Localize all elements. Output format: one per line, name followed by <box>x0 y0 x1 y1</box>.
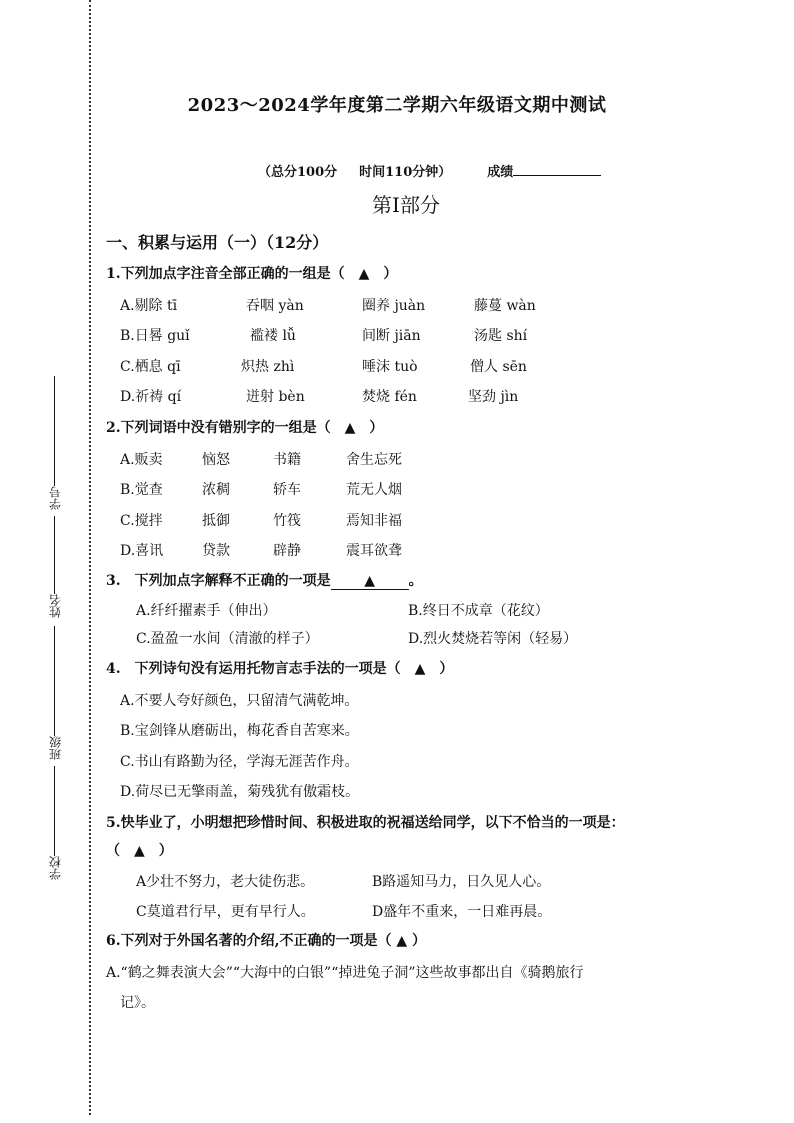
q1-option-a-4: 藤蔓 wàn <box>474 298 536 314</box>
q2-option-d-1: D.喜讯 <box>120 543 164 559</box>
total-score: （总分100分 <box>258 165 338 180</box>
q2-option-c-2: 抵御 <box>202 513 230 529</box>
q3-stem-text: 3. 下列加点字解释不正确的一项是 <box>106 573 331 589</box>
school-field[interactable] <box>30 766 80 880</box>
q2-option-a-2: 恼怒 <box>202 452 230 468</box>
q5-option-d: D盛年不重来，一日难再晨。 <box>372 904 552 920</box>
question-1-stem: 1.下列加点字注音全部正确的一组是（ ▲ ） <box>106 266 398 282</box>
q2-option-c-3: 竹筏 <box>273 513 301 529</box>
q5-option-b: B路遥知马力，日久见人心。 <box>372 874 551 890</box>
q1-option-c-2: 炽热 zhì <box>241 359 295 375</box>
q2-option-b-2: 浓稠 <box>202 482 230 498</box>
question-3-stem <box>106 570 423 590</box>
q1-option-d-4: 坚劲 jìn <box>468 389 519 405</box>
exam-info <box>258 161 601 180</box>
question-5-answer: （ ▲ ） <box>106 843 173 859</box>
q1-option-b-4: 汤匙 shí <box>474 328 528 344</box>
time-limit: 时间110分钟） <box>359 165 452 180</box>
q2-option-a-1: A.贩卖 <box>120 452 163 468</box>
q1-option-a-3: 圈养 juàn <box>362 298 426 314</box>
q2-option-b-4: 荒无人烟 <box>346 482 402 498</box>
student-name-line <box>55 516 56 594</box>
q1-option-a-2: 吞咽 yàn <box>246 298 304 314</box>
exam-title: 2023～2024学年度第二学期六年级语文期中测试 <box>187 95 607 116</box>
school-label: 学校 <box>48 856 63 880</box>
student-number-label: 学号 <box>48 486 63 510</box>
q5-option-a: A少壮不努力，老大徒伤悲。 <box>136 874 315 890</box>
q1-option-c-3: 唾沫 tuò <box>362 359 418 375</box>
q1-option-d-2: 迸射 bèn <box>246 389 305 405</box>
q3-option-d: D.烈火焚烧若等闲（轻易） <box>408 631 578 647</box>
q4-option-d: D.荷尽已无擎雨盖，菊残犹有傲霜枝。 <box>120 784 360 800</box>
student-name-label: 姓名 <box>48 594 63 618</box>
q2-option-a-3: 书籍 <box>273 452 301 468</box>
q1-option-d-1: D.祈祷 qí <box>120 389 182 405</box>
q3-answer-blank[interactable]: ▲ <box>331 573 409 590</box>
q3-option-c: C.盈盈一水间（清澈的样子） <box>136 631 319 647</box>
q4-option-b: B.宝剑锋从磨砺出，梅花香自苦寒来。 <box>120 723 359 739</box>
q2-option-d-3: 辟静 <box>273 543 301 559</box>
student-name-field[interactable] <box>30 516 80 618</box>
class-line <box>55 626 56 736</box>
part-heading: 第Ⅰ部分 <box>372 193 440 217</box>
score-label: 成绩 <box>487 165 514 180</box>
question-4-stem: 4. 下列诗句没有运用托物言志手法的一项是（ ▲ ） <box>106 661 454 677</box>
class-label: 班级 <box>48 736 63 760</box>
q1-option-a-1: A.剔除 tī <box>120 298 178 314</box>
question-5-stem: 5.快毕业了，小明想把珍惜时间、积极进取的祝福送给同学，以下不恰当的一项是： <box>106 815 625 831</box>
q1-option-d-3: 焚烧 fén <box>362 389 417 405</box>
q1-option-c-1: C.栖息 qī <box>120 359 181 375</box>
q1-option-b-1: B.日晷 guǐ <box>120 328 190 344</box>
q5-option-c: C莫道君行早，更有早行人。 <box>136 904 315 920</box>
q4-option-a: A.不要人夸好颜色，只留清气满乾坤。 <box>120 693 359 709</box>
student-number-line <box>55 376 56 486</box>
question-2-stem: 2.下列词语中没有错别字的一组是（ ▲ ） <box>106 420 384 436</box>
score-blank[interactable] <box>513 163 601 176</box>
q3-stem-end: 。 <box>408 573 423 589</box>
q1-option-c-4: 僧人 sēn <box>470 359 527 375</box>
q1-option-b-2: 褴褛 lǚ <box>250 328 296 344</box>
student-number-field[interactable] <box>30 376 80 510</box>
q6-option-a-line2: 记》。 <box>120 995 155 1011</box>
q2-option-d-4: 震耳欲聋 <box>346 543 402 559</box>
q2-option-d-2: 贷款 <box>202 543 230 559</box>
q2-option-a-4: 舍生忘死 <box>346 452 402 468</box>
q4-option-c: C.书山有路勤为径，学海无涯苦作舟。 <box>120 754 359 770</box>
q3-option-b: B.终日不成章（花纹） <box>408 603 549 619</box>
binding-margin-dotted-line <box>89 0 91 1115</box>
q3-option-a: A.纤纤擢素手（伸出） <box>136 603 277 619</box>
section-heading: 一、积累与运用（一）（12分） <box>106 233 329 252</box>
q2-option-b-1: B.觉查 <box>120 482 163 498</box>
q2-option-c-4: 焉知非福 <box>346 513 402 529</box>
q2-option-c-1: C.搅拌 <box>120 513 163 529</box>
q2-option-b-3: 轿车 <box>273 482 301 498</box>
school-line <box>55 766 56 856</box>
q6-option-a-line1: A.“鹤之舞表演大会”“大海中的白银”“掉进兔子洞”这些故事都出自《骑鹅旅行 <box>106 965 584 981</box>
class-field[interactable] <box>30 626 80 760</box>
question-6-stem: 6.下列对于外国名著的介绍,不正确的一项是（ ▲ ） <box>106 933 427 949</box>
q1-option-b-3: 间断 jiān <box>362 328 421 344</box>
